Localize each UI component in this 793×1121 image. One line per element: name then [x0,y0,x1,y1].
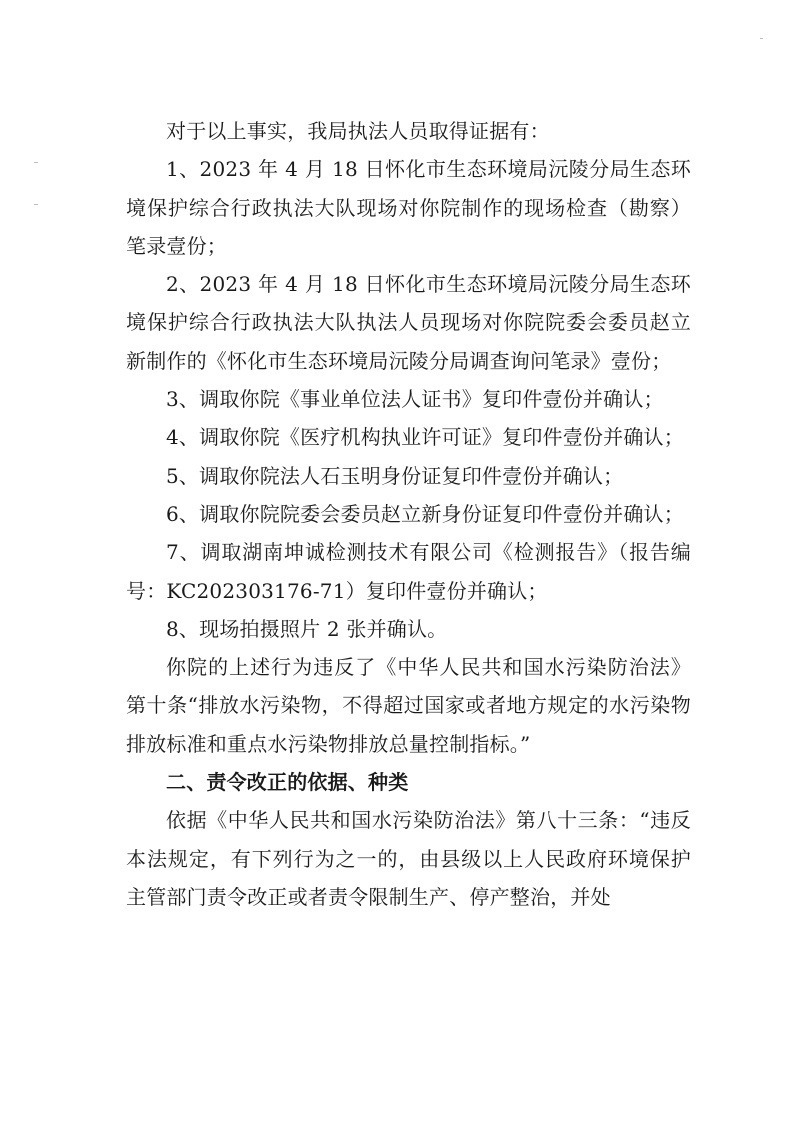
evidence-item-8: 8、现场拍摄照片 2 张并确认。 [166,616,448,641]
section-heading: 二、责令改正的依据、种类 [166,770,409,795]
evidence-item-4: 4、调取你院《医疗机构执业许可证》复印件壹份并确认； [166,425,684,450]
evidence-item-7: 7、调取湖南坤诚检测技术有限公司《检测报告》（报告编号：KC202303176-71）复印件壹份并确认； [126,540,691,603]
scan-margin-mark [760,38,763,39]
evidence-item-2: 2、2023 年 4 月 18 日怀化市生态环境局沅陵分局生态环境保护综合行政执法大队执法人员现场对你院院委会委员赵立新制作的《怀化市生态环境局沅陵分局调查询问笔录》壹份； [126,272,691,373]
evidence-intro: 对于以上事实，我局执法人员取得证据有： [166,119,550,143]
scan-margin-mark [34,204,38,205]
evidence-item-1: 1、2023 年 4 月 18 日怀化市生态环境局沅陵分局生态环境保护综合行政执法大队现场对你院制作的现场检查（勘察）笔录壹份； [126,157,691,258]
evidence-item-3: 3、调取你院《事业单位法人证书》复印件壹份并确认； [166,387,664,412]
scan-margin-mark [34,162,38,163]
evidence-item-6: 6、调取你院院委会委员赵立新身份证复印件壹份并确认； [166,501,684,526]
document-body [126,112,691,916]
evidence-item-5: 5、调取你院法人石玉明身份证复印件壹份并确认； [166,463,624,488]
violation-statement: 你院的上述行为违反了《中华人民共和国水污染防治法》第十条“排放水污染物，不得超过国家或者地方规定的水污染物排放标准和重点水污染物排放总量控制指标。” [126,655,691,756]
legal-basis-paragraph: 依据《中华人民共和国水污染防治法》第八十三条：“违反本法规定，有下列行为之一的，由县级以上人民政府环境保护主管部门责令改正或者责令限制生产、停产整治，并处 [126,808,691,909]
